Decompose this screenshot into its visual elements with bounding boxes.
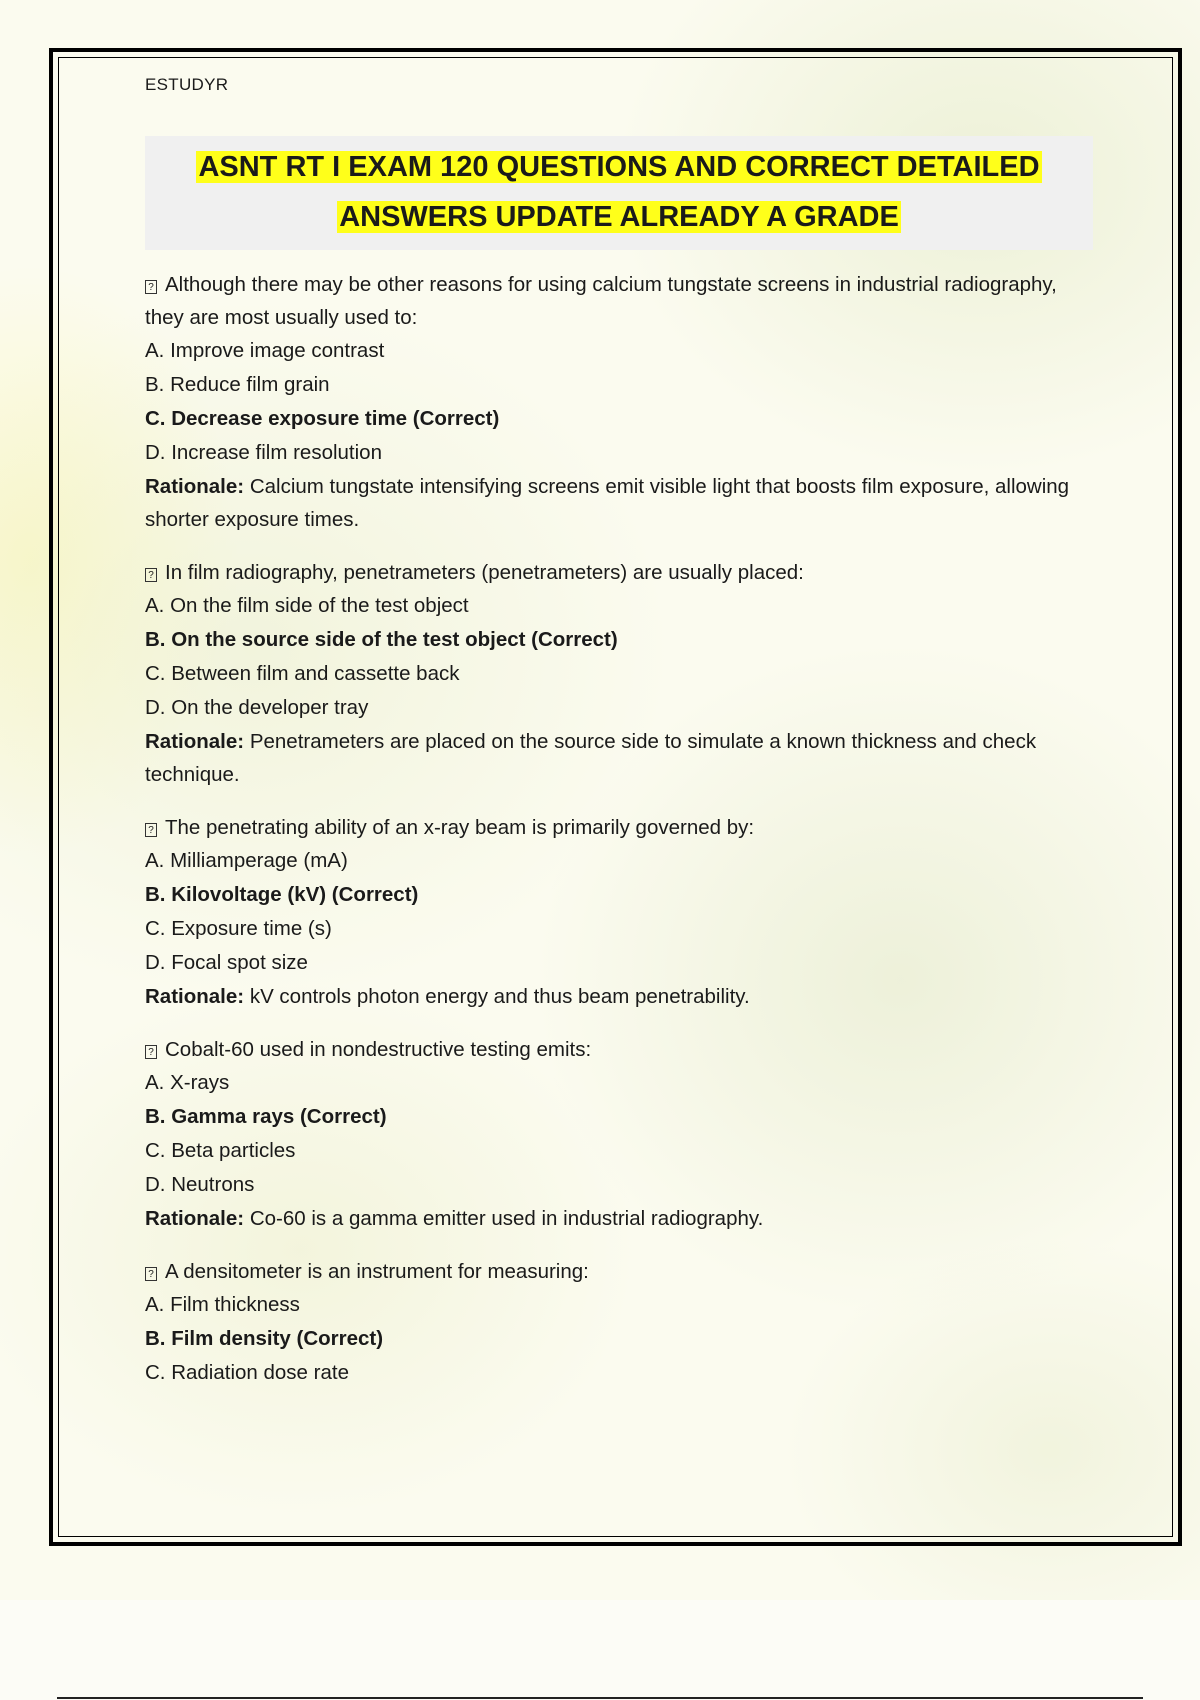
question-marker-icon: ?: [145, 823, 157, 837]
answer-option: C. Exposure time (s): [145, 917, 332, 940]
answer-option-correct: B. Kilovoltage (kV) (Correct): [145, 883, 419, 906]
answer-option: A. X-rays: [145, 1071, 230, 1094]
question-block: [145, 556, 1095, 791]
rationale-text: Penetrameters are placed on the source side to simulate a known thickness and check technique.: [145, 730, 1037, 786]
answer-option: D. Focal spot size: [145, 951, 308, 974]
question-label: A densitometer is an instrument for measuring:: [165, 1260, 589, 1283]
question-marker-icon: ?: [145, 280, 157, 294]
answer-option: A. On the film side of the test object: [145, 594, 469, 617]
question-marker-icon: ?: [145, 1267, 157, 1281]
answer-option-correct: C. Decrease exposure time (Correct): [145, 407, 500, 430]
rationale-text: Co-60 is a gamma emitter used in industrial radiography.: [249, 1207, 764, 1230]
brand-header: ESTUDYR: [145, 75, 229, 94]
answer-option: A. Milliamperage (mA): [145, 849, 348, 872]
question-block: [145, 268, 1095, 536]
question-block: [145, 1033, 1095, 1235]
question-text: [145, 1033, 1095, 1066]
answer-option: D. Increase film resolution: [145, 441, 382, 464]
question-label: Although there may be other reasons for using calcium tungstate screens in industrial radiography, they are most usually used to:: [145, 273, 1057, 329]
question-text: [145, 1255, 1095, 1288]
rationale-text: kV controls photon energy and thus beam penetrability.: [249, 985, 750, 1008]
rationale: [145, 725, 1095, 791]
document-content: [145, 72, 1095, 1410]
rationale: [145, 1202, 1095, 1235]
question-text: [145, 268, 1095, 334]
question-block: [145, 1255, 1095, 1390]
answer-option: D. On the developer tray: [145, 696, 369, 719]
answer-option: C. Between film and cassette back: [145, 662, 460, 685]
question-label: Cobalt-60 used in nondestructive testing emits:: [165, 1038, 592, 1061]
answer-option: C. Radiation dose rate: [145, 1361, 349, 1384]
rationale: [145, 470, 1095, 536]
title-box: [145, 136, 1093, 250]
answer-option-correct: B. On the source side of the test object (Correct): [145, 628, 618, 651]
answer-option: D. Neutrons: [145, 1173, 255, 1196]
page-title-line-1: ASNT RT I EXAM 120 QUESTIONS AND CORRECT DETAILED: [198, 151, 1040, 183]
question-text: [145, 811, 1095, 844]
answer-option-correct: B. Film density (Correct): [145, 1327, 384, 1350]
question-marker-icon: ?: [145, 1045, 157, 1059]
footer-rule: [57, 1697, 1143, 1699]
question-label: The penetrating ability of an x-ray beam is primarily governed by:: [165, 816, 755, 839]
question-label: In film radiography, penetrameters (penetrameters) are usually placed:: [165, 561, 804, 584]
answer-option: A. Improve image contrast: [145, 339, 385, 362]
rationale-text: Calcium tungstate intensifying screens emit visible light that boosts film exposure, allowing shorter exposure times.: [145, 475, 1070, 531]
rationale: [145, 980, 1095, 1013]
answer-option: A. Film thickness: [145, 1293, 300, 1316]
answer-option: C. Beta particles: [145, 1139, 296, 1162]
rationale-label: Rationale:: [145, 475, 245, 498]
answer-option: B. Reduce film grain: [145, 373, 330, 396]
page-title-line-2: ANSWERS UPDATE ALREADY A GRADE: [339, 201, 899, 233]
rationale-label: Rationale:: [145, 985, 245, 1008]
question-block: [145, 811, 1095, 1013]
rationale-label: Rationale:: [145, 730, 245, 753]
question-text: [145, 556, 1095, 589]
answer-option-correct: B. Gamma rays (Correct): [145, 1105, 387, 1128]
rationale-label: Rationale:: [145, 1207, 245, 1230]
question-marker-icon: ?: [145, 568, 157, 582]
